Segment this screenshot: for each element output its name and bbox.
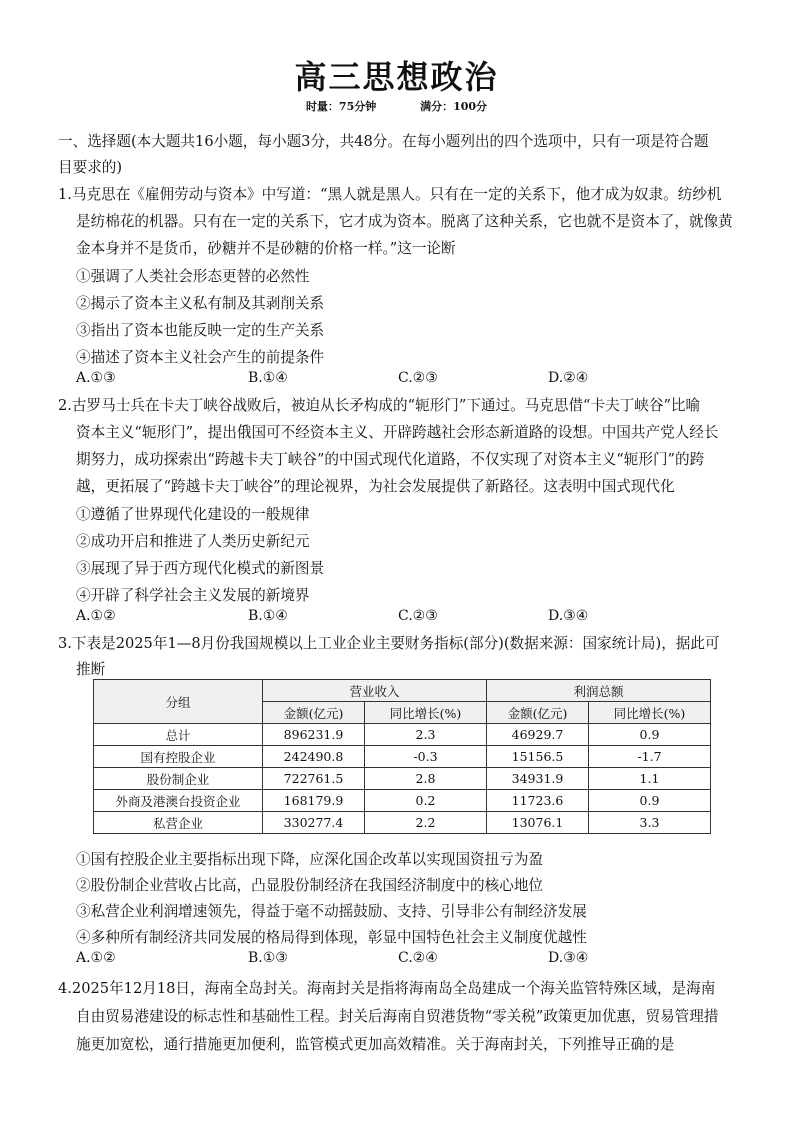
q2-stem-line: 资本主义“轭形门”，提出俄国可不经资本主义、开辟跨越社会形态新道路的设想。中国共产党人经长	[76, 424, 719, 441]
table-row	[94, 768, 711, 790]
row-name: 国有控股企业	[94, 746, 263, 768]
q3-stem-line: 3.下表是2025年1—8月份我国规模以上工业企业主要财务指标(部分)(数据来源：国家统计局)，据此可	[58, 635, 720, 652]
q1-choice-d: D.②④	[548, 370, 589, 386]
row-revenue: 896231.9	[263, 724, 365, 746]
row-name: 总计	[94, 724, 263, 746]
q4-stem-line: 自由贸易港建设的标志性和基础性工程。封关后海南自贸港货物“零关税”政策更加优惠，贸易管理措	[76, 1008, 719, 1025]
row-revenue: 168179.9	[263, 790, 365, 812]
row-profit-growth: 3.3	[589, 812, 711, 834]
row-revenue: 722761.5	[263, 768, 365, 790]
q1-option: ①强调了人类社会形态更替的必然性	[76, 268, 310, 285]
row-profit-growth: 1.1	[589, 768, 711, 790]
q2-option: ④开辟了科学社会主义发展的新境界	[76, 587, 310, 604]
row-profit-growth: 0.9	[589, 790, 711, 812]
q1-stem-line: 1.马克思在《雇佣劳动与资本》中写道：“黑人就是黑人。只有在一定的关系下，他才成为奴隶。纺纱机	[58, 186, 722, 203]
q4-stem-line: 施更加宽松，通行措施更加便利，监管模式更加高效精准。关于海南封关，下列推导正确的是	[76, 1036, 675, 1053]
q1-stem-line: 是纺棉花的机器。只有在一定的关系下，它才成为资本。脱离了这种关系，它也就不是资本了，就像黄	[76, 213, 733, 230]
full-score: 满分：100分	[420, 100, 488, 113]
q3-choice-d: D.③④	[548, 950, 589, 966]
row-profit: 46929.7	[486, 724, 588, 746]
q2-choice-c: C.②③	[398, 608, 438, 624]
table-row	[94, 724, 711, 746]
table-row	[94, 812, 711, 834]
table-header-amount: 金额(亿元)	[263, 702, 365, 724]
row-name: 私营企业	[94, 812, 263, 834]
page-title: 高三思想政治	[294, 58, 499, 96]
q3-option: ①国有控股企业主要指标出现下降，应深化国企改革以实现国资扭亏为盈	[76, 851, 544, 868]
row-revenue-growth: -0.3	[365, 746, 487, 768]
q3-option: ③私营企业利润增速领先，得益于毫不动摇鼓励、支持、引导非公有制经济发展	[76, 903, 587, 920]
q2-option: ③展现了异于西方现代化模式的新图景	[76, 560, 325, 577]
table-header-profit: 利润总额	[486, 680, 710, 702]
q1-stem-line: 金本身并不是货币，砂糖并不是砂糖的价格一样。”这一论断	[76, 240, 456, 257]
row-profit: 15156.5	[486, 746, 588, 768]
q2-choice-d: D.③④	[548, 608, 589, 624]
q2-choice-b: B.①④	[248, 608, 288, 624]
row-revenue: 242490.8	[263, 746, 365, 768]
row-revenue: 330277.4	[263, 812, 365, 834]
row-profit-growth: 0.9	[589, 724, 711, 746]
row-profit: 34931.9	[486, 768, 588, 790]
row-name: 外商及港澳台投资企业	[94, 790, 263, 812]
row-revenue-growth: 2.2	[365, 812, 487, 834]
q3-option: ④多种所有制经济共同发展的格局得到体现，彰显中国特色社会主义制度优越性	[76, 929, 587, 946]
q2-option: ①遵循了世界现代化建设的一般规律	[76, 506, 310, 523]
table-header-amount: 金额(亿元)	[486, 702, 588, 724]
q2-option: ②成功开启和推进了人类历史新纪元	[76, 533, 310, 550]
time-limit: 时量：75分钟	[305, 100, 377, 113]
q3-stem-line: 推断	[76, 661, 106, 678]
q2-stem-line: 2.古罗马士兵在卡夫丁峡谷战败后，被迫从长矛构成的“轭形门”下通过。马克思借“卡夫丁峡谷”比喻	[58, 397, 701, 414]
q4-stem-line: 4.2025年12月18日，海南全岛封关。海南封关是指将海南岛全岛建成一个海关监管特殊区域，是海南	[58, 980, 716, 997]
row-revenue-growth: 2.8	[365, 768, 487, 790]
q1-option: ③指出了资本也能反映一定的生产关系	[76, 322, 325, 339]
q1-choice-b: B.①④	[248, 370, 288, 386]
section-heading-line2: 目要求的)	[58, 159, 123, 176]
table-header-growth: 同比增长(%)	[365, 702, 487, 724]
q3-option: ②股份制企业营收占比高，凸显股份制经济在我国经济制度中的核心地位	[76, 877, 544, 894]
table-header-growth: 同比增长(%)	[589, 702, 711, 724]
table-row	[94, 790, 711, 812]
q2-stem-line: 期努力，成功探索出“跨越卡夫丁峡谷”的中国式现代化道路，不仅实现了对资本主义“轭形门”的跨	[76, 451, 705, 468]
exam-meta	[0, 98, 793, 114]
row-profit: 13076.1	[486, 812, 588, 834]
q1-option: ②揭示了资本主义私有制及其剥削关系	[76, 295, 325, 312]
q2-choice-a: A.①②	[76, 608, 116, 624]
q3-choice-b: B.①③	[248, 950, 288, 966]
q1-option: ④描述了资本主义社会产生的前提条件	[76, 349, 325, 366]
q1-choice-a: A.①③	[76, 370, 116, 386]
row-profit: 11723.6	[486, 790, 588, 812]
finance-table	[93, 679, 711, 834]
section-heading-line1: 一、选择题(本大题共16小题，每小题3分，共48分。在每小题列出的四个选项中，只有一项是符合题	[58, 133, 709, 150]
row-revenue-growth: 2.3	[365, 724, 487, 746]
row-profit-growth: -1.7	[589, 746, 711, 768]
q2-stem-line: 越，更拓展了“跨越卡夫丁峡谷”的理论视界，为社会发展提供了新路径。这表明中国式现代化	[76, 478, 675, 495]
q3-choice-c: C.②④	[398, 950, 438, 966]
q3-choice-a: A.①②	[76, 950, 116, 966]
q1-choice-c: C.②③	[398, 370, 438, 386]
table-header-revenue: 营业收入	[263, 680, 487, 702]
row-name: 股份制企业	[94, 768, 263, 790]
row-revenue-growth: 0.2	[365, 790, 487, 812]
table-row	[94, 746, 711, 768]
table-header-group: 分组	[94, 680, 263, 724]
